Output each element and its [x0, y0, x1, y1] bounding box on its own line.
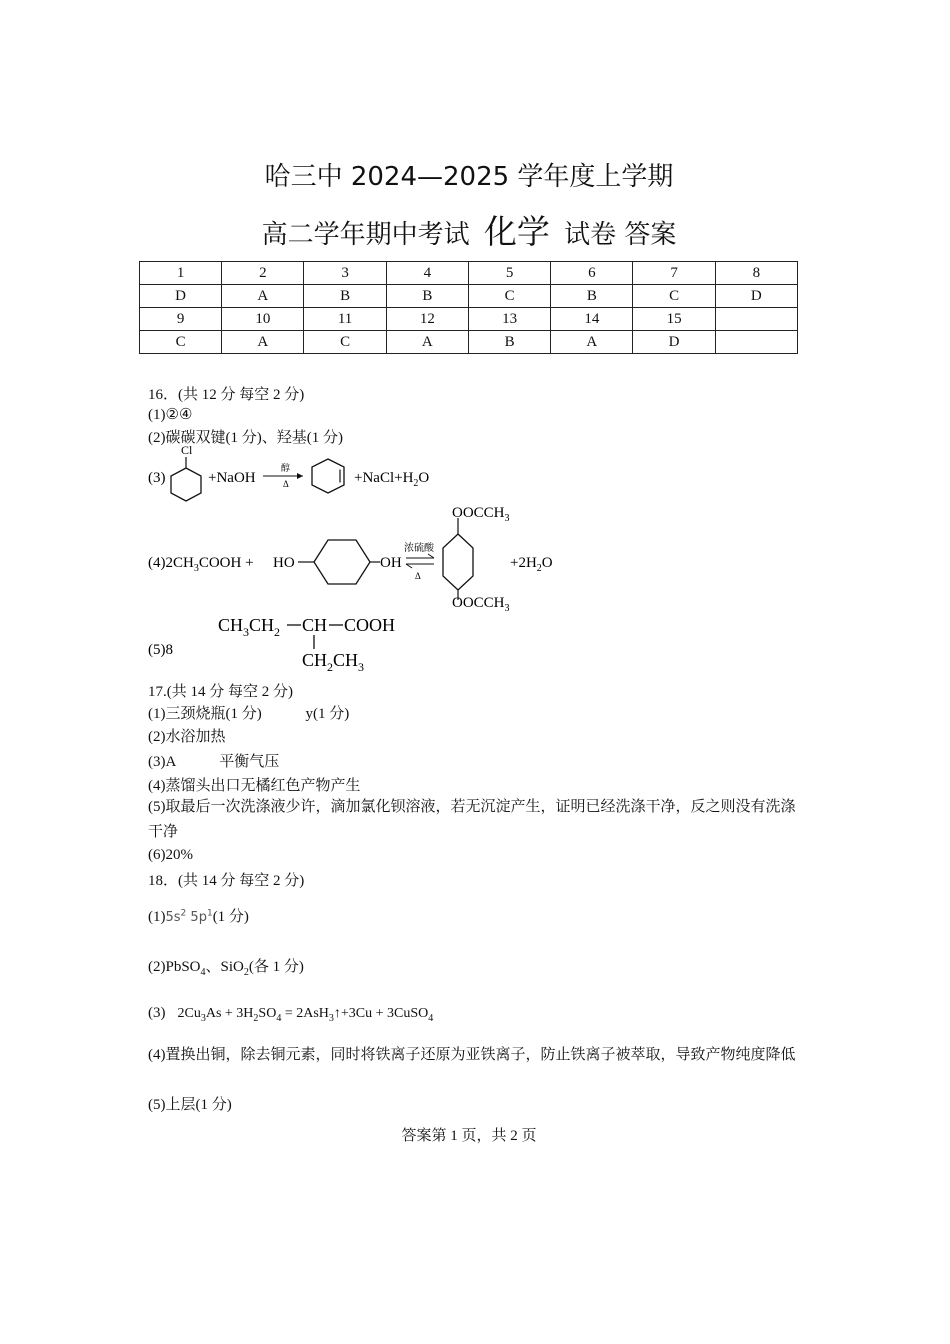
table-cell: D	[715, 285, 797, 308]
q16-part4-water: $+2H_2O$	[510, 555, 553, 574]
cyclohexene-ring	[312, 459, 344, 493]
table-cell: 2	[222, 262, 304, 285]
table-cell: A	[222, 285, 304, 308]
table-cell: C	[304, 331, 386, 354]
diol-oh: OH	[380, 555, 402, 571]
table-cell: 7	[633, 262, 715, 285]
title-suffix: 试卷 答案	[564, 220, 677, 250]
table-cell: 15	[633, 308, 715, 331]
q18-part3: (3) $2Cu_3As + 3H_2SO_4$ = 2AsH$_3$↑+3Cu + 3CuSO$_4$	[148, 1005, 434, 1024]
table-cell: 6	[551, 262, 633, 285]
table-row	[140, 331, 798, 354]
table-cell	[715, 331, 797, 354]
q16-part4-acid: $(4)2CH_3COOH$ +	[148, 555, 254, 574]
page-title-line1: 哈三中 2024—2025 学年度上学期	[264, 162, 674, 192]
table-cell: 10	[222, 308, 304, 331]
q16-heading: 16．(共 12 分 每空 2 分)	[148, 387, 305, 403]
q17-part5: (5)取最后一次洗涤液少许，滴加氯化钡溶液，若无沉淀产生，证明已经洗涤干净，反之则没有洗涤干净	[148, 799, 796, 840]
q16-part1: (1)②④	[148, 407, 193, 423]
q17-part2: (2)水浴加热	[148, 729, 226, 745]
arrow-head-icon	[297, 473, 303, 479]
table-cell: B	[551, 285, 633, 308]
q16-part5-label: (5)8	[148, 642, 173, 658]
q17-part3-a: (3)A	[148, 754, 176, 770]
table-cell: D	[633, 331, 715, 354]
q18-part5: (5)上层(1 分)	[148, 1097, 232, 1113]
table-cell: 4	[386, 262, 468, 285]
q18-part2: (2)PbSO$_4$、SiO$_2$(各 1 分)	[148, 959, 304, 978]
q16-part4-reaction	[148, 500, 578, 620]
table-cell: 3	[304, 262, 386, 285]
title-prefix: 高二学年期中考试	[261, 220, 470, 250]
table-cell: B	[468, 331, 550, 354]
cyclohexane-ring	[171, 468, 201, 501]
carboxyl: COOH	[344, 615, 396, 635]
page-title-line2	[0, 206, 938, 253]
diester-ring	[443, 534, 473, 590]
table-cell: 12	[386, 308, 468, 331]
eq-head-backward-icon	[406, 564, 412, 568]
ester-group-bottom: $OOCCH_3$	[452, 595, 510, 614]
q17-part1-a: (1)三颈烧瓶(1 分)	[148, 706, 262, 722]
methine: CH	[302, 615, 328, 635]
title-subject: 化学	[483, 212, 550, 251]
table-row	[140, 262, 798, 285]
ethyl-branch: $CH_2CH_3$	[302, 650, 365, 674]
q18-part1: $(1)5s^2$ $5p^1(1$ 分)	[148, 908, 249, 925]
table-cell: 11	[304, 308, 386, 331]
q16-part3-label: (3)	[148, 470, 166, 486]
table-cell: 14	[551, 308, 633, 331]
q18-heading: 18．(共 14 分 每空 2 分)	[148, 873, 305, 889]
table-cell: B	[386, 285, 468, 308]
q17-part1-b: y(1 分)	[305, 706, 350, 722]
q17-part3-b: 平衡气压	[219, 754, 280, 770]
q17-part3	[148, 750, 279, 771]
table-cell: B	[304, 285, 386, 308]
table-cell: C	[633, 285, 715, 308]
table-cell: 13	[468, 308, 550, 331]
diol-ho: HO	[273, 555, 295, 571]
table-cell: A	[222, 331, 304, 354]
q17-part6: (6)20%	[148, 847, 193, 863]
table-cell: 5	[468, 262, 550, 285]
q17-part4: (4)蒸馏头出口无橘红色产物产生	[148, 778, 361, 794]
naoh-reagent: +NaOH	[208, 470, 256, 486]
answer-table	[139, 261, 798, 354]
condition-alcohol: 醇	[281, 463, 291, 473]
q17-part1	[148, 702, 349, 723]
table-cell	[715, 308, 797, 331]
table-cell: 9	[140, 308, 222, 331]
ester-group-top: $OOCCH_3$	[452, 505, 510, 524]
table-cell: A	[551, 331, 633, 354]
condition-conc-sulfuric: 浓硫酸	[404, 543, 434, 554]
condition-heat: Δ	[283, 479, 289, 489]
diol-ring	[314, 540, 370, 584]
table-row	[140, 285, 798, 308]
q16-part2: (2)碳碳双键(1 分)、羟基(1 分)	[148, 430, 343, 446]
condition-heat-2: Δ	[415, 571, 421, 581]
table-cell: 8	[715, 262, 797, 285]
q17-heading: 17.(共 14 分 每空 2 分)	[148, 684, 293, 700]
q18-part4: (4)置换出铜，除去铜元素，同时将铁离子还原为亚铁离子，防止铁离子被萃取，导致产物纯度降低	[148, 1047, 796, 1063]
table-row	[140, 308, 798, 331]
q16-part5-structure	[148, 612, 448, 676]
table-cell: C	[140, 331, 222, 354]
table-cell: A	[386, 331, 468, 354]
table-cell: D	[140, 285, 222, 308]
table-cell: C	[468, 285, 550, 308]
page-footer: 答案第 1 页，共 2 页	[401, 1128, 537, 1144]
q16-part3-products: $+NaCl+H_2O$	[354, 470, 430, 489]
eq-head-forward-icon	[428, 554, 434, 558]
main-chain: $CH_3CH_2$	[218, 615, 281, 639]
table-cell: 1	[140, 262, 222, 285]
chlorine-label: Cl	[181, 443, 193, 457]
